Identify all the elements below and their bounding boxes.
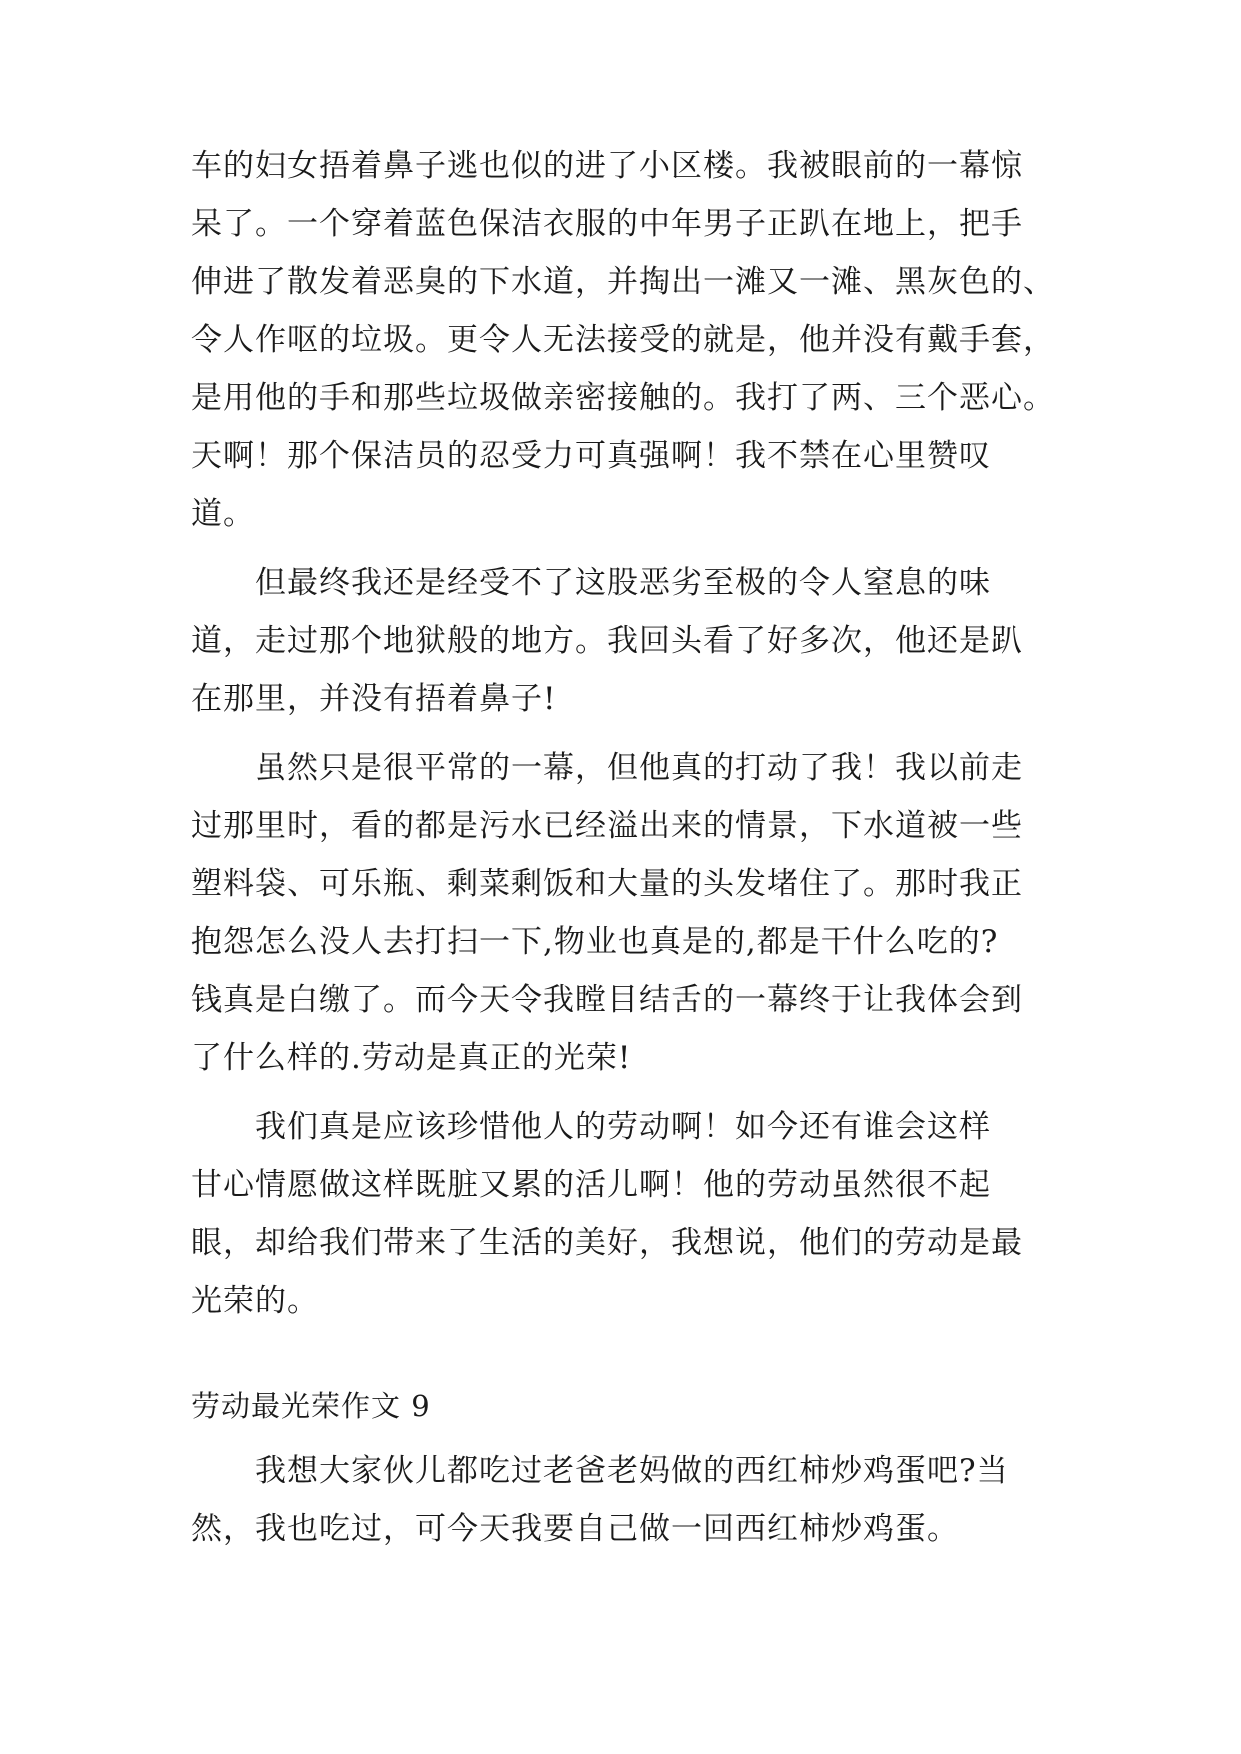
paragraph-2-line-3: 在那里，并没有捂着鼻子!: [191, 681, 557, 717]
paragraph-2-line-2: 道，走过那个地狱般的地方。我回头看了好多次，他还是趴: [191, 623, 1023, 659]
paragraph-1-line-5: 是用他的手和那些垃圾做亲密接触的。我打了两、三个恶心。: [191, 380, 1055, 416]
paragraph-3-line-2: 过那里时，看的都是污水已经溢出来的情景，下水道被一些: [191, 808, 1023, 844]
section-heading: 劳动最光荣作文 9: [191, 1389, 431, 1423]
paragraph-1-line-4: 令人作呕的垃圾。更令人无法接受的就是，他并没有戴手套，: [191, 322, 1055, 358]
paragraph-4-line-3: 眼，却给我们带来了生活的美好，我想说，他们的劳动是最: [191, 1225, 1023, 1261]
paragraph-4-line-2: 甘心情愿做这样既脏又累的活儿啊！他的劳动虽然很不起: [191, 1167, 991, 1203]
paragraph-1-line-2: 呆了。一个穿着蓝色保洁衣服的中年男子正趴在地上，把手: [191, 206, 1023, 242]
paragraph-3-line-1: 虽然只是很平常的一幕，但他真的打动了我！我以前走: [191, 750, 1023, 786]
paragraph-3-line-3: 塑料袋、可乐瓶、剩菜剩饭和大量的头发堵住了。那时我正: [191, 866, 1023, 902]
paragraph-2-line-1: 但最终我还是经受不了这股恶劣至极的令人窒息的味: [191, 565, 991, 601]
paragraph-3-line-4: 抱怨怎么没人去打扫一下,物业也真是的,都是干什么吃的?: [191, 924, 999, 960]
paragraph-1-line-7: 道。: [191, 496, 255, 532]
paragraph-3-line-6: 了什么样的.劳动是真正的光荣!: [191, 1040, 632, 1076]
paragraph-3-line-5: 钱真是白缴了。而今天令我瞠目结舌的一幕终于让我体会到: [191, 982, 1023, 1018]
paragraph-5-line-2: 然，我也吃过，可今天我要自己做一回西红柿炒鸡蛋。: [191, 1511, 959, 1547]
paragraph-4-line-1: 我们真是应该珍惜他人的劳动啊！如今还有谁会这样: [191, 1109, 991, 1145]
paragraph-1-line-1: 车的妇女捂着鼻子逃也似的进了小区楼。我被眼前的一幕惊: [191, 148, 1023, 184]
paragraph-1-line-6: 天啊！那个保洁员的忍受力可真强啊！我不禁在心里赞叹: [191, 438, 991, 474]
paragraph-1-line-3: 伸进了散发着恶臭的下水道，并掏出一滩又一滩、黑灰色的、: [191, 264, 1055, 300]
paragraph-5-line-1: 我想大家伙儿都吃过老爸老妈做的西红柿炒鸡蛋吧?当: [191, 1453, 1009, 1489]
paragraph-4-line-4: 光荣的。: [191, 1283, 319, 1319]
